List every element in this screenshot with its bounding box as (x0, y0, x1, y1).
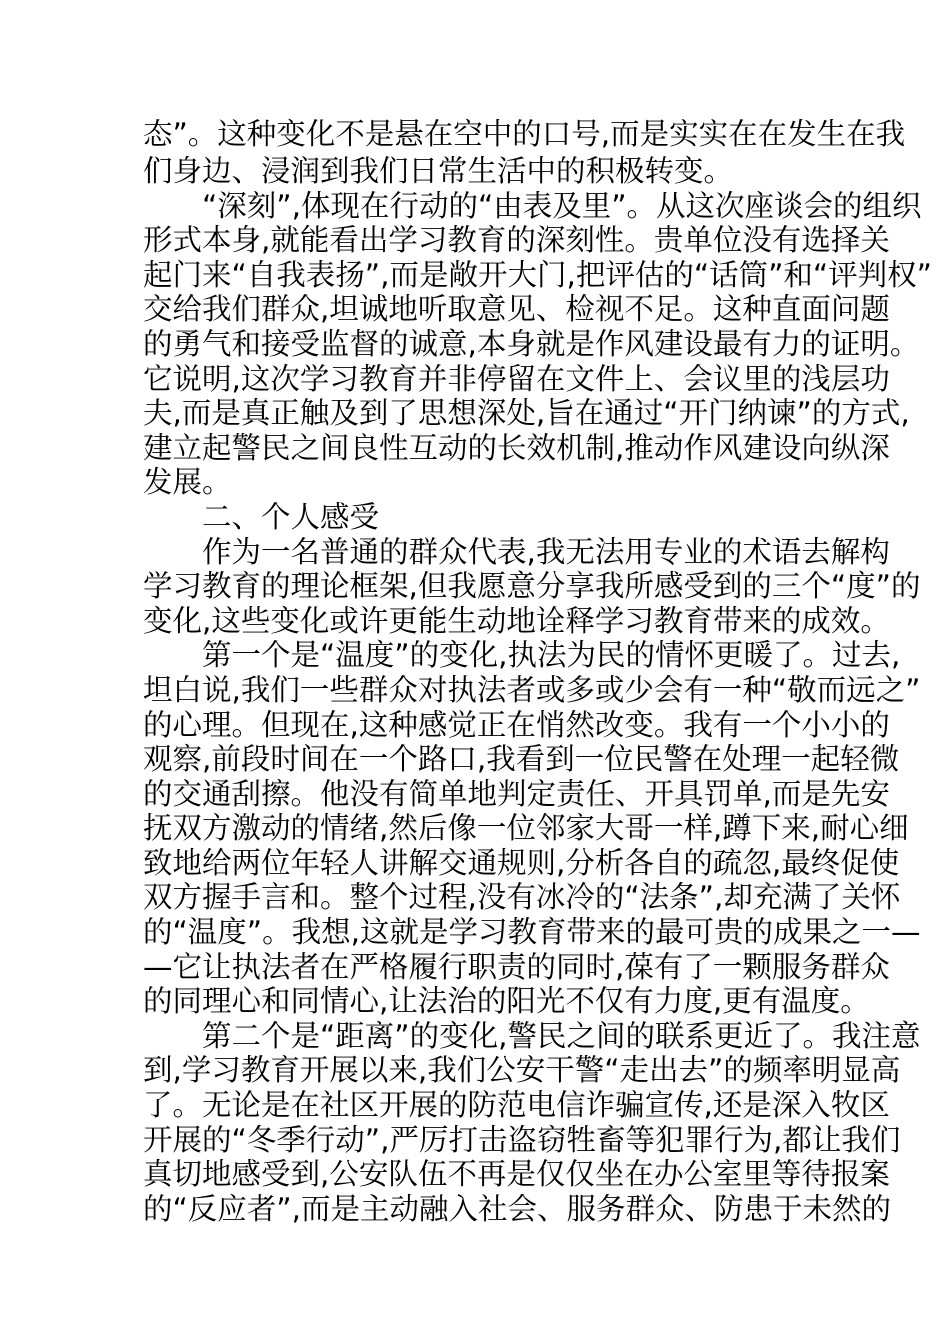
paragraph-line: 的“温度”。我想,这就是学习教育带来的最可贵的成果之一— (143, 915, 921, 950)
paragraph-line: 的同理心和同情心,让法治的阳光不仅有力度,更有温度。 (143, 984, 870, 1019)
paragraph-line: 交给我们群众,坦诚地听取意见、检视不足。这种直面问题 (143, 292, 890, 327)
paragraph-line: 学习教育的理论框架,但我愿意分享我所感受到的三个“度”的 (143, 569, 921, 604)
paragraph-line: 的“反应者”,而是主动融入社会、服务群众、防患于未然的 (143, 1191, 891, 1226)
paragraph-line: 建立起警民之间良性互动的长效机制,推动作风建设向纵深 (143, 430, 890, 465)
paragraph-line: 了。无论是在社区开展的防范电信诈骗宣传,还是深入牧区 (143, 1088, 890, 1123)
paragraph-line: 作为一名普通的群众代表,我无法用专业的术语去解构 (143, 534, 890, 569)
document-body-text (143, 117, 932, 1226)
paragraph-line: 开展的“冬季行动”,严厉打击盗窃牲畜等犯罪行为,都让我们 (143, 1122, 901, 1157)
paragraph-line: 们身边、浸润到我们日常生活中的积极转变。 (143, 154, 734, 188)
paragraph-line: 发展。 (143, 465, 232, 500)
paragraph-line: 观察,前段时间在一个路口,我看到一位民警在处理一起轻微 (143, 742, 900, 777)
paragraph-line: 双方握手言和。整个过程,没有冰冷的“法条”,却充满了关怀 (143, 880, 901, 915)
paragraph-line: 第二个是“距离”的变化,警民之间的联系更近了。我注意 (143, 1018, 921, 1053)
paragraph-line: 变化,这些变化或许更能生动地诠释学习教育带来的成效。 (143, 603, 890, 638)
paragraph-line: 态”。这种变化不是悬在空中的口号,而是实实在在发生在我 (143, 117, 906, 151)
paragraph-line: 的心理。但现在,这种感觉正在悄然改变。我有一个小小的 (143, 707, 890, 742)
paragraph-line: 夫,而是真正触及到了思想深处,旨在通过“开门纳谏”的方式, (143, 396, 910, 431)
paragraph-line: “深刻”,体现在行动的“由表及里”。从这次座谈会的组织 (143, 188, 922, 223)
paragraph-line: 第一个是“温度”的变化,执法为民的情怀更暖了。过去, (143, 638, 901, 673)
paragraph-line: 它说明,这次学习教育并非停留在文件上、会议里的浅层功 (143, 361, 890, 396)
paragraph-line: 真切地感受到,公安队伍不再是仅仅坐在办公室里等待报案 (143, 1157, 890, 1192)
paragraph-line: 起门来“自我表扬”,而是敞开大门,把评估的“话筒”和“评判权” (143, 257, 932, 292)
paragraph-line: 的勇气和接受监督的诚意,本身就是作风建设最有力的证明。 (143, 326, 920, 361)
paragraph-line: 抚双方激动的情绪,然后像一位邻家大哥一样,蹲下来,耐心细 (143, 811, 909, 846)
paragraph-line: 坦白说,我们一些群众对执法者或多或少会有一种“敬而远之” (143, 672, 921, 707)
paragraph-line: 到,学习教育开展以来,我们公安干警“走出去”的频率明显高 (143, 1053, 901, 1088)
paragraph-line: 二、个人感受 (143, 499, 380, 534)
paragraph-line: 的交通刮擦。他没有简单地判定责任、开具罚单,而是先安 (143, 776, 890, 811)
paragraph-line: 致地给两位年轻人讲解交通规则,分析各自的疏忽,最终促使 (143, 845, 900, 880)
paragraph-line: 形式本身,就能看出学习教育的深刻性。贵单位没有选择关 (143, 223, 890, 258)
paragraph-line: —它让执法者在严格履行职责的同时,葆有了一颗服务群众 (143, 949, 890, 984)
